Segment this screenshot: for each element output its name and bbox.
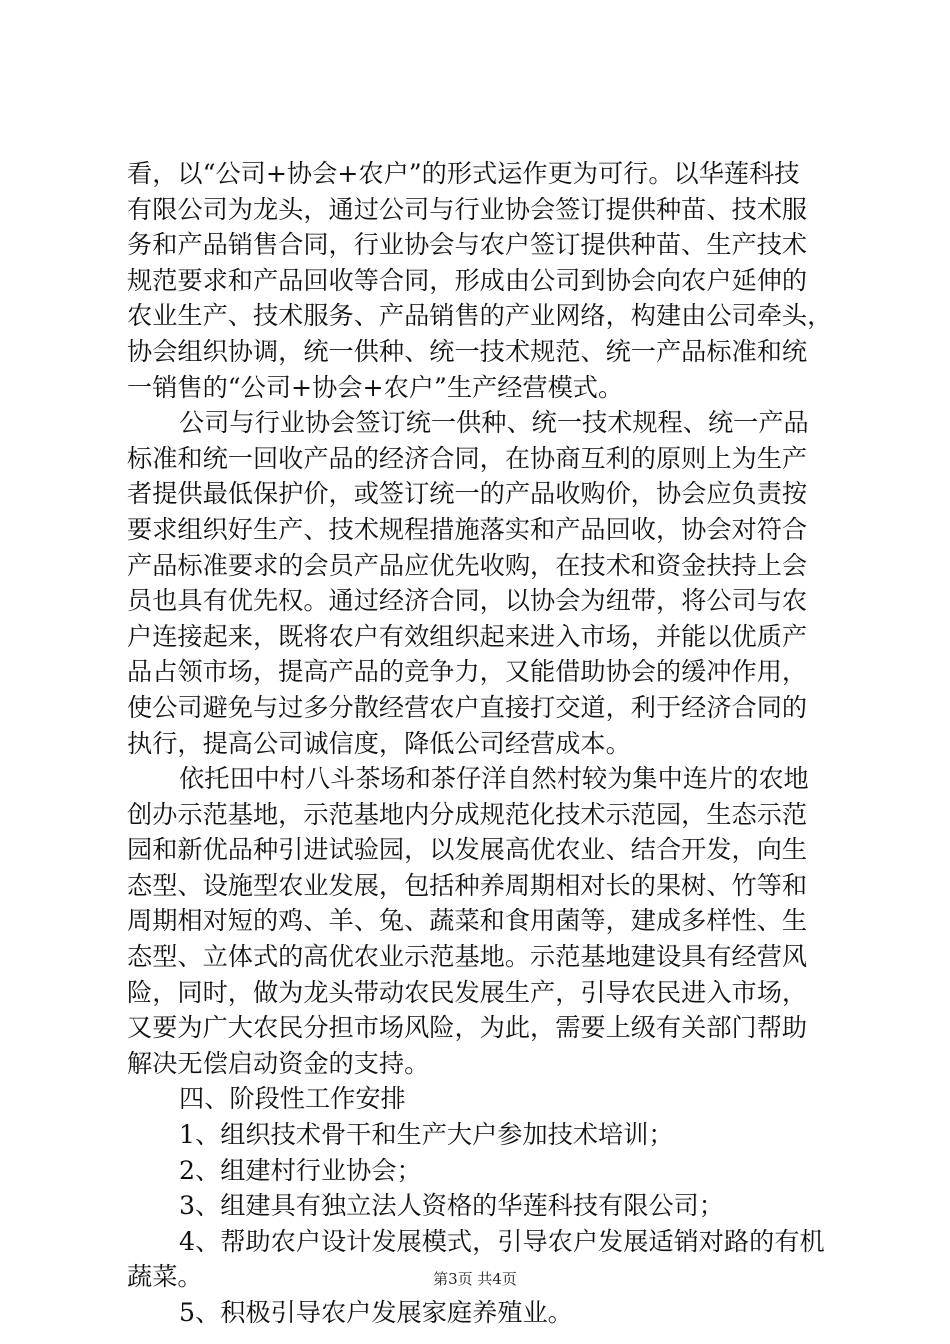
- text-line: 险，同时，做为龙头带动农民发展生产，引导农民进入市场，: [127, 977, 808, 1007]
- text-line: 有限公司为龙头，通过公司与行业协会签订提供种苗、技术服: [127, 194, 808, 224]
- text-line: 依托田中村八斗茶场和茶仔洋自然村较为集中连片的农地: [179, 764, 809, 794]
- paragraph: [127, 1295, 833, 1331]
- text-line: 5、积极引导农户发展家庭养殖业。: [179, 1298, 573, 1327]
- text-line: 者提供最低保护价，或签订统一的产品收购价，协会应负责按: [127, 479, 808, 509]
- text-line: 公司与行业协会签订统一供种、统一技术规程、统一产品: [179, 408, 809, 438]
- text-line: 园和新优品种引进试验园，以发展高优农业、结合开发，向生: [127, 835, 808, 865]
- text-line: 1、组织技术骨干和生产大户参加技术培训；: [179, 1120, 674, 1150]
- text-line: 解决无偿启动资金的支持。: [127, 1048, 430, 1078]
- text-line: 4、帮助农户设计发展模式，引导农户发展适销对路的有机: [179, 1226, 825, 1256]
- text-line: 创办示范基地，示范基地内分成规范化技术示范园，生态示范: [127, 799, 808, 829]
- page-number-footer: 第3页 共4页: [433, 1270, 517, 1288]
- text-line: 标准和统一回收产品的经济合同，在协商互利的原则上为生产: [127, 443, 808, 473]
- paragraph: [127, 405, 833, 761]
- paragraph: [127, 1117, 833, 1153]
- text-line: 3、组建具有独立法人资格的华莲科技有限公司；: [179, 1191, 724, 1221]
- text-line: 产品标准要求的会员产品应优先收购，在技术和资金扶持上会: [127, 550, 808, 580]
- text-line: 品占领市场，提高产品的竞争力，又能借助协会的缓冲作用，: [127, 657, 808, 687]
- text-line: 使公司避免与过多分散经营农户直接打交道，利于经济合同的: [127, 692, 808, 722]
- text-line: 看，以“公司+协会+农户”的形式运作更为可行。以华莲科技: [127, 159, 800, 188]
- text-line: 员也具有优先权。通过经济合同，以协会为纽带，将公司与农: [127, 586, 808, 616]
- text-line: 2、组建村行业协会；: [179, 1155, 422, 1185]
- text-line: 执行，提高公司诚信度，降低公司经营成本。: [127, 728, 631, 758]
- text-line: 要求组织好生产、技术规程措施落实和产品回收，协会对符合: [127, 514, 808, 544]
- paragraph: [127, 1188, 833, 1224]
- paragraph: [127, 761, 833, 1081]
- text-line: 四、阶段性工作安排: [179, 1084, 406, 1114]
- text-line: 户连接起来，既将农户有效组织起来进入市场，并能以优质产: [127, 621, 808, 651]
- document-body: [127, 156, 833, 1331]
- text-line: 周期相对短的鸡、羊、兔、蔬菜和食用菌等，建成多样性、生: [127, 906, 808, 936]
- text-line: 规范要求和产品回收等合同，形成由公司到协会向农户延伸的: [127, 265, 808, 295]
- text-line: 又要为广大农民分担市场风险，为此，需要上级有关部门帮助: [127, 1013, 808, 1043]
- paragraph: [127, 1081, 833, 1117]
- paragraph: [127, 1153, 833, 1189]
- paragraph: [127, 156, 833, 405]
- text-line: 态型、立体式的高优农业示范基地。示范基地建设具有经营风: [127, 942, 808, 972]
- text-line: 一销售的“公司+协会+农户”生产经营模式。: [127, 372, 624, 402]
- text-line: 务和产品销售合同，行业协会与农户签订提供种苗、生产技术: [127, 230, 808, 260]
- text-line: 蔬菜。: [127, 1262, 203, 1292]
- text-line: 态型、设施型农业发展，包括种养周期相对长的果树、竹等和: [127, 870, 808, 900]
- text-line: 农业生产、技术服务、产品销售的产业网络，构建由公司牵头，: [127, 301, 833, 331]
- text-line: 协会组织协调，统一供种、统一技术规范、统一产品标准和统: [127, 336, 808, 366]
